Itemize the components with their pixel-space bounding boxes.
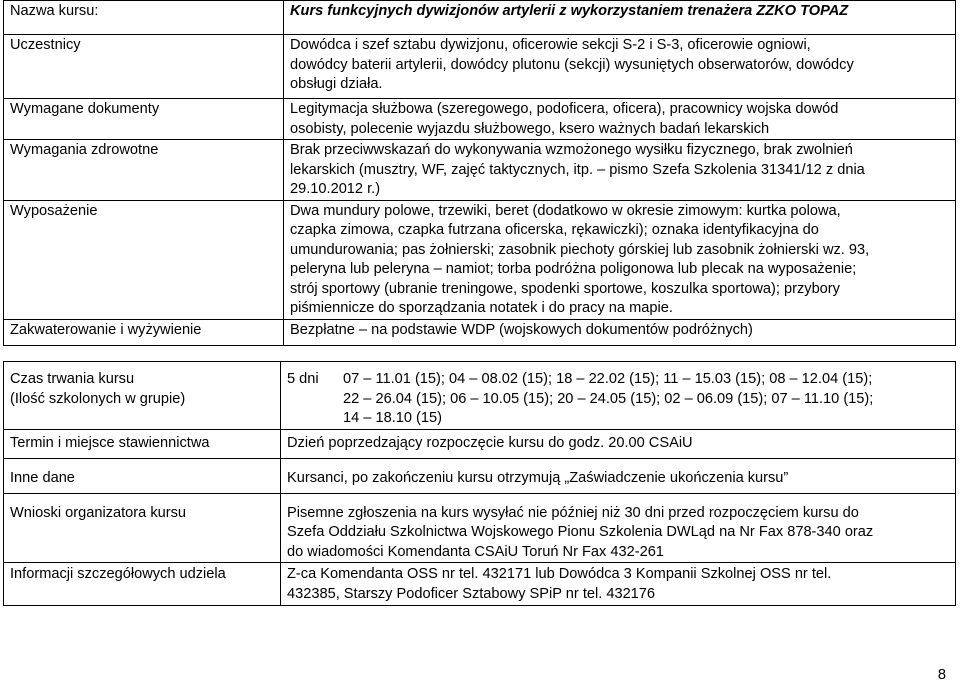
requests-line: do wiadomości Komendanta CSAiU Toruń Nr Fax 432-261 [287,543,664,560]
participants-line: obsługi działa. [290,76,383,92]
label-participants: Uczestnicy [4,35,284,99]
course-details-table [3,0,956,346]
label-course-name: Nazwa kursu: [4,1,284,35]
label-accommodation: Zakwaterowanie i wyżywienie [4,319,284,345]
label-equipment: Wyposażenie [4,200,284,319]
row-duration [4,362,956,430]
equipment-line: czapka zimowa, czapka futrzana oficerska, rękawiczki); oznaka identyfikacyjna do [290,222,819,238]
row-course-name [4,1,956,35]
label-health: Wymagania zdrowotne [4,140,284,201]
equipment-line: umundurowania; pas żołnierski; zasobnik piechoty górskiej lub zasobnik żołnierski wz. 93, [290,241,870,258]
duration-label-line: Czas trwania kursu [10,371,135,387]
schedule-table [3,361,956,606]
value-documents [284,99,956,140]
duration-label-line: (Ilość szkolonych w grupie) [10,390,186,407]
documents-line: osobisty, polecenie wyjazdu służbowego, ksero ważnych badań lekarskich [290,120,770,137]
dates-line: 14 – 18.10 (15) [343,410,442,426]
equipment-line: peleryna lub peleryna – namiot; torba podróżna poligonowa lub plecak na wyposażenie; [290,261,857,277]
info-line: Z-ca Komendanta OSS nr tel. 432171 lub Dowódca 3 Kompanii Szkolnej OSS nr tel. [287,566,832,582]
row-info [4,563,956,606]
dates-line: 07 – 11.01 (15); 04 – 08.02 (15); 18 – 22.02 (15); 11 – 15.03 (15); 08 – 12.04 (15); [343,371,873,387]
documents-line: Legitymacja służbowa (szeregowego, podoficera, oficera), pracownicy wojska dowód [290,101,839,117]
label-arrival: Termin i miejsce stawiennictwa [4,429,281,458]
dates-line: 22 – 26.04 (15); 06 – 10.05 (15); 20 – 24.05 (15); 02 – 06.09 (15); 07 – 11.10 (15); [343,390,874,407]
requests-line: Pisemne zgłoszenia na kurs wysyłać nie później niż 30 dni przed rozpoczęciem kursu do [287,504,859,521]
row-equipment [4,200,956,319]
label-info: Informacji szczegółowych udziela [4,563,281,606]
row-documents [4,99,956,140]
value-course-name: Kurs funkcyjnych dywizjonów artylerii z wykorzystaniem trenażera ZZKO TOPAZ [284,1,956,35]
row-accommodation [4,319,956,345]
page-number: 8 [937,667,946,683]
value-equipment [284,200,956,319]
label-other: Inne dane [4,458,281,493]
value-requests [281,493,956,563]
duration-days: 5 dni [287,371,319,387]
duration-dates [343,370,951,429]
value-accommodation: Bezpłatne – na podstawie WDP (wojskowych dokumentów podróżnych) [284,319,956,345]
label-duration [4,362,281,430]
equipment-line: piśmiennicze do sporządzania notatek i do pracy na mapie. [290,300,673,316]
row-participants [4,35,956,99]
row-arrival [4,429,956,458]
row-other [4,458,956,493]
info-line: 432385, Starszy Podoficer Sztabowy SPiP nr tel. 432176 [287,585,656,602]
participants-line: Dowódca i szef sztabu dywizjonu, oficerowie sekcji S-2 i S-3, oficerowie ogniowi, [290,37,811,53]
value-info [281,563,956,606]
participants-line: dowódcy baterii artylerii, dowódcy plutonu (sekcji) wysuniętych obserwatorów, dowódcy [290,56,854,73]
equipment-line: Dwa mundury polowe, trzewiki, beret (dodatkowo w okresie zimowym: kurtka polowa, [290,202,841,219]
value-participants [284,35,956,99]
label-requests: Wnioski organizatora kursu [4,493,281,563]
value-other: Kursanci, po zakończeniu kursu otrzymują „Zaświadczenie ukończenia kursu” [281,458,956,493]
health-line: Brak przeciwwskazań do wykonywania wzmożonego wysiłku fizycznego, brak zwolnień [290,142,853,158]
requests-line: Szefa Oddziału Szkolnictwa Wojskowego Pionu Szkolenia DWLąd na Nr Fax 878-340 oraz [287,524,874,540]
label-documents: Wymagane dokumenty [4,99,284,140]
row-requests [4,493,956,563]
health-line: lekarskich (musztry, WF, zajęć taktycznych, itp. – pismo Szefa Szkolenia 31341/12 z dnia [290,161,865,178]
health-line: 29.10.2012 r.) [290,181,381,197]
value-duration [281,362,956,430]
value-arrival: Dzień poprzedzający rozpoczęcie kursu do godz. 20.00 CSAiU [281,429,956,458]
equipment-line: strój sportowy (ubranie treningowe, spodenki sportowe, koszulka sportowa); przybory [290,280,840,297]
value-health [284,140,956,201]
row-health [4,140,956,201]
